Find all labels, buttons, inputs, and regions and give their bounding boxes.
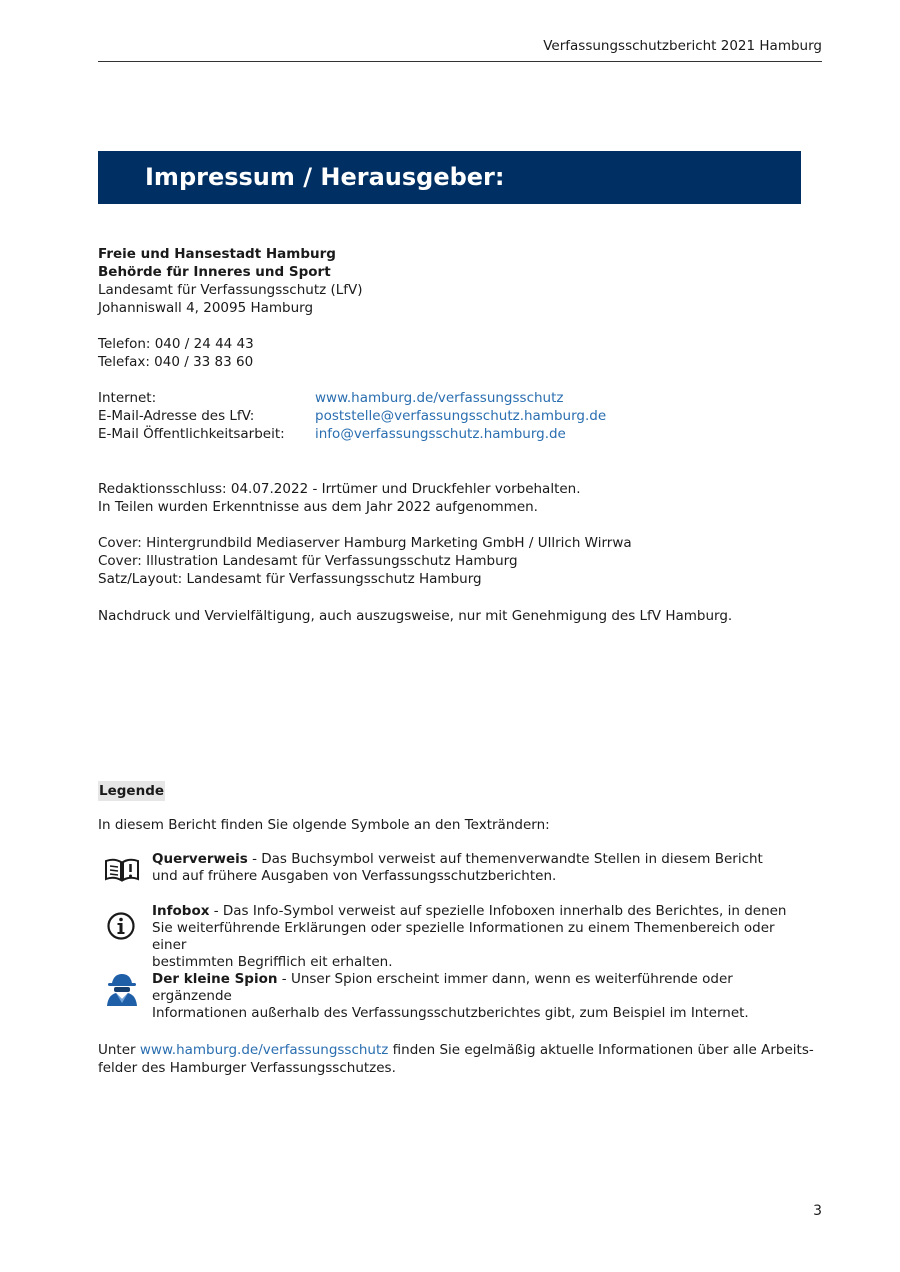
- book-icon: [104, 855, 140, 887]
- footer-note: [98, 1041, 814, 1077]
- footer-note-link[interactable]: www.hamburg.de/verfassungsschutz: [139, 1042, 389, 1058]
- publisher-block: [98, 245, 363, 317]
- publisher-address: Johanniswall 4, 20095 Hamburg: [98, 300, 314, 316]
- link-label: Internet:: [98, 390, 157, 406]
- legend-description: und auf frühere Ausgaben von Verfassungsschutzberichten.: [152, 868, 557, 884]
- internet-link[interactable]: www.hamburg.de/verfassungsschutz: [315, 390, 564, 406]
- footer-note-suffix: finden Sie egelmäßig aktuelle Informationen über alle Arbeits-: [388, 1042, 814, 1058]
- editorial-deadline: Redaktionsschluss: 04.07.2022 - Irrtümer und Druckfehler vorbehalten.: [98, 481, 581, 497]
- editorial-note: In Teilen wurden Erkenntnisse aus dem Jahr 2022 aufgenommen.: [98, 499, 538, 515]
- spy-icon: [104, 971, 140, 1011]
- link-row-email: [98, 407, 798, 425]
- editorial-block: [98, 480, 581, 516]
- info-icon: [106, 911, 136, 945]
- credit-line: Satz/Layout: Landesamt für Verfassungsschutz Hamburg: [98, 571, 482, 587]
- contact-block: [98, 335, 254, 371]
- link-label: E-Mail Öffentlichkeitsarbeit:: [98, 426, 285, 442]
- links-block: [98, 389, 798, 443]
- publisher-authority: Behörde für Inneres und Sport: [98, 264, 331, 280]
- credit-line: Cover: Illustration Landesamt für Verfassungsschutz Hamburg: [98, 553, 518, 569]
- email-link[interactable]: poststelle@verfassungsschutz.hamburg.de: [315, 408, 607, 424]
- link-row-internet: [98, 389, 798, 407]
- running-header: Verfassungsschutzbericht 2021 Hamburg: [543, 38, 822, 54]
- link-row-press-email: [98, 425, 798, 443]
- footer-note-prefix: Unter: [98, 1042, 140, 1058]
- legend-description: Informationen außerhalb des Verfassungsschutzberichtes gibt, zum Beispiel im Internet.: [152, 1005, 749, 1021]
- legend-description: Sie weiterführende Erklärungen oder spezielle Informationen zu einem Themenbereich oder einer: [152, 920, 775, 953]
- publisher-city: Freie und Hansestadt Hamburg: [98, 246, 336, 262]
- publisher-office: Landesamt für Verfassungsschutz (LfV): [98, 282, 363, 298]
- legend-term: Querverweis: [152, 851, 248, 867]
- link-label: E-Mail-Adresse des LfV:: [98, 408, 255, 424]
- credits-block: [98, 534, 632, 588]
- header-rule: [98, 61, 822, 62]
- legend-heading: Legende: [99, 783, 165, 799]
- fax-number: Telefax: 040 / 33 83 60: [98, 354, 254, 370]
- credit-line: Cover: Hintergrundbild Mediaserver Hamburg Marketing GmbH / Ullrich Wirrwa: [98, 535, 632, 551]
- title-bar: [98, 151, 801, 204]
- legend-term: Der kleine Spion: [152, 971, 278, 987]
- page-number: 3: [813, 1203, 822, 1219]
- legend-description: - Das Buchsymbol verweist auf themenverwandte Stellen in diesem Bericht: [247, 851, 763, 867]
- legend-description: - Unser Spion erscheint immer dann, wenn es weiterführende oder ergänzende: [152, 971, 733, 1004]
- footer-note-line2: felder des Hamburger Verfassungsschutzes.: [98, 1060, 396, 1076]
- press-email-link[interactable]: info@verfassungsschutz.hamburg.de: [315, 426, 566, 442]
- legend-term: Infobox: [152, 903, 210, 919]
- phone-number: Telefon: 040 / 24 44 43: [98, 336, 254, 352]
- reprint-notice: Nachdruck und Vervielfältigung, auch auszugsweise, nur mit Genehmigung des LfV Hamburg.: [98, 608, 733, 624]
- legend-intro: In diesem Bericht finden Sie olgende Symbole an den Texträndern:: [98, 817, 550, 833]
- page-title: Impressum / Herausgeber:: [145, 163, 505, 191]
- legend-description: bestimmten Begrifflich eit erhalten.: [152, 954, 393, 970]
- legend-description: - Das Info-Symbol verweist auf spezielle Infoboxen innerhalb des Berichtes, in denen: [209, 903, 787, 919]
